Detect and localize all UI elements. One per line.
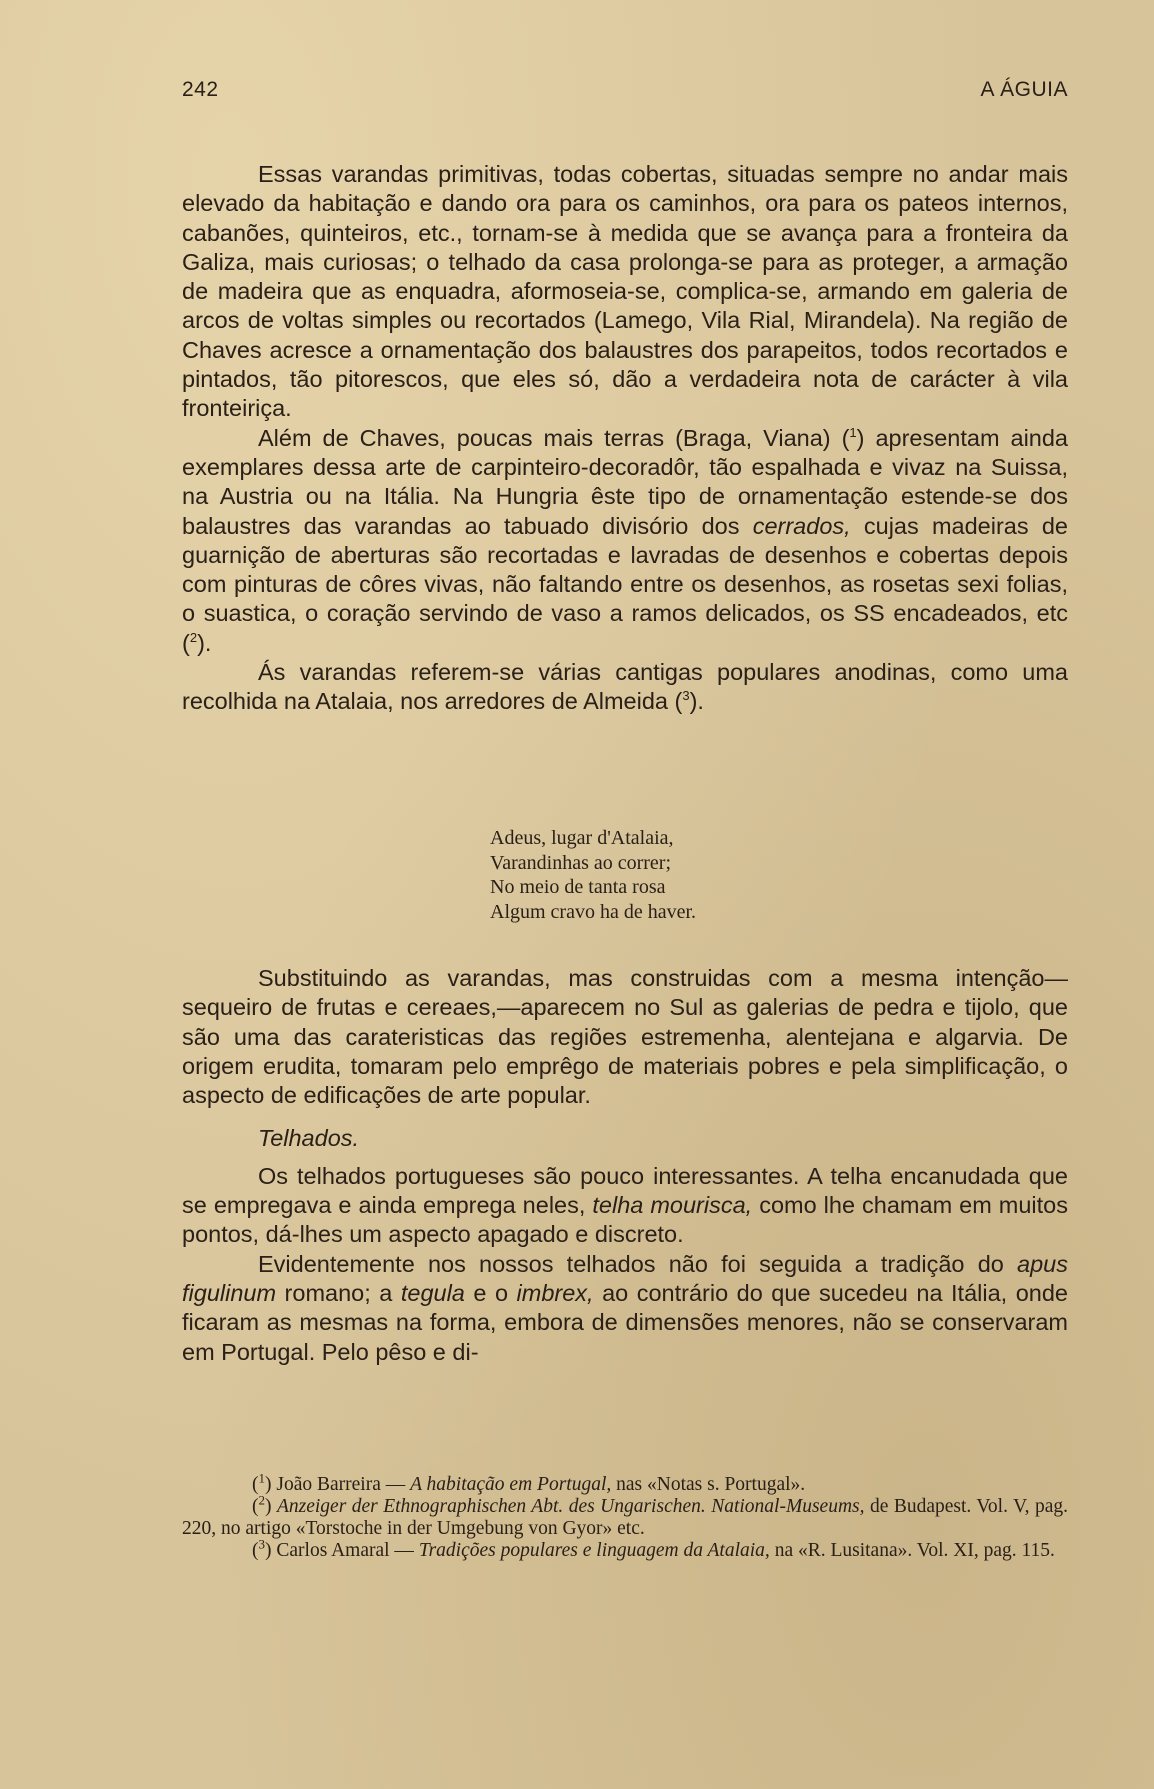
verse-line: No meio de tanta rosa bbox=[490, 876, 666, 898]
paragraph-telhados: Os telhados portugueses são pouco interessantes. A telha encanudada que se empregava e ainda emprega neles, telha mourisca, como lhe chamam em muitos pontos, dá-lhes um aspecto apagado e discreto. bbox=[182, 1162, 1068, 1248]
lower-text bbox=[182, 964, 1068, 1367]
paragraph-cantigas: Ás varandas referem-se várias cantigas populares anodinas, como uma recolhida na Atalaia, nos arredores de Almeida ($^3$). bbox=[182, 659, 1068, 715]
footnote: ($^3$) Carlos Amaral — Tradições populares e linguagem da Atalaia, na «R. Lusitana». Vol. XI, pag. 115. bbox=[252, 1536, 1055, 1561]
footnote-ref-3: 3 bbox=[682, 688, 690, 704]
verse-line: Algum cravo ha de haver. bbox=[490, 900, 697, 923]
paragraph-tradicao: Evidentemente nos nossos telhados não foi seguida a tradição do apus figulinum romano; a tegula e o imbrex, ao contrário do que sucedeu na Itália, onde ficaram as mesmas na forma, embora de dimensões menores, não se conservaram em Portugal. Pelo pêso e di- bbox=[182, 1250, 1068, 1365]
verse-line: Varandinhas ao correr; bbox=[490, 851, 672, 874]
footnote-ref-2: 2 bbox=[189, 629, 198, 645]
footnotes bbox=[182, 1470, 1069, 1562]
running-head bbox=[182, 78, 1068, 102]
journal-title: A ÁGUIA bbox=[980, 78, 1068, 101]
footnote-ref-1: 1 bbox=[849, 424, 857, 440]
footnote: ($^2$) Anzeiger der Ethnographischen Abt. des Ungarischen. National-Museums, de Budapest. Vol. V, pag. 220, no artigo «Torstoche in der Umgebung von Gyor» etc. bbox=[182, 1492, 1069, 1539]
verse-line: Adeus, lugar d'Atalaia, bbox=[490, 827, 674, 849]
paragraph-chaves: Além de Chaves, poucas mais terras (Braga, Viana) ($^1$) apresentam ainda exemplares dessa arte de carpinteiro-decoradôr, tão espalhada e vivaz na Suissa, na Austria ou na Itália. Na Hungria êste tipo de ornamentação estende-se dos balaustres das varandas ao tabuado divisório dos cerrados, cujas madeiras de guarnição de aberturas são recortadas e lavradas de desenhos e cobertas depois com pinturas de côres vivas, não faltando entre os desenhos, as rosetas sexi folias, o suastica, o coração servindo de vaso a ramos delicados, os SS encadeados, etc ($^2$). bbox=[182, 424, 1068, 656]
paragraph-galerias: Substituindo as varandas, mas construidas com a mesma intenção—sequeiro de frutas e cereaes,—aparecem no Sul as galerias de pedra e tijolo, que são uma das carateristicas das regiões estremenha, alentejana e algarvia. De origem erudita, tomaram pelo emprêgo de materiais pobres e pela simplificação, o aspecto de edificações de arte popular. bbox=[182, 965, 1068, 1109]
page-number: 242 bbox=[182, 78, 219, 101]
section-title: Telhados. bbox=[258, 1125, 360, 1152]
main-text bbox=[182, 160, 1068, 717]
footnote: ($^1$) João Barreira — A habitação em Portugal, nas «Notas s. Portugal». bbox=[252, 1470, 806, 1495]
verse-quote bbox=[490, 826, 696, 924]
paragraph-varandas: Essas varandas primitivas, todas cobertas, situadas sempre no andar mais elevado da habitação e dando ora para os caminhos, ora para os pateos internos, cabanões, quinteiros, etc., tornam-se à medida que se avança para a fronteira da Galiza, mais curiosas; o telhado da casa prolonga-se para as proteger, a armação de madeira que as enquadra, aformoseia-se, complica-se, armando em galeria de arcos de voltas simples ou recortados (Lamego, Vila Rial, Mirandela). Na região de Chaves acresce a ornamentação dos balaustres dos parapeitos, todos recortados e pintados, tão pitorescos, que eles só, dão a verdadeira nota de carácter à vila fronteiriça. bbox=[182, 161, 1068, 422]
